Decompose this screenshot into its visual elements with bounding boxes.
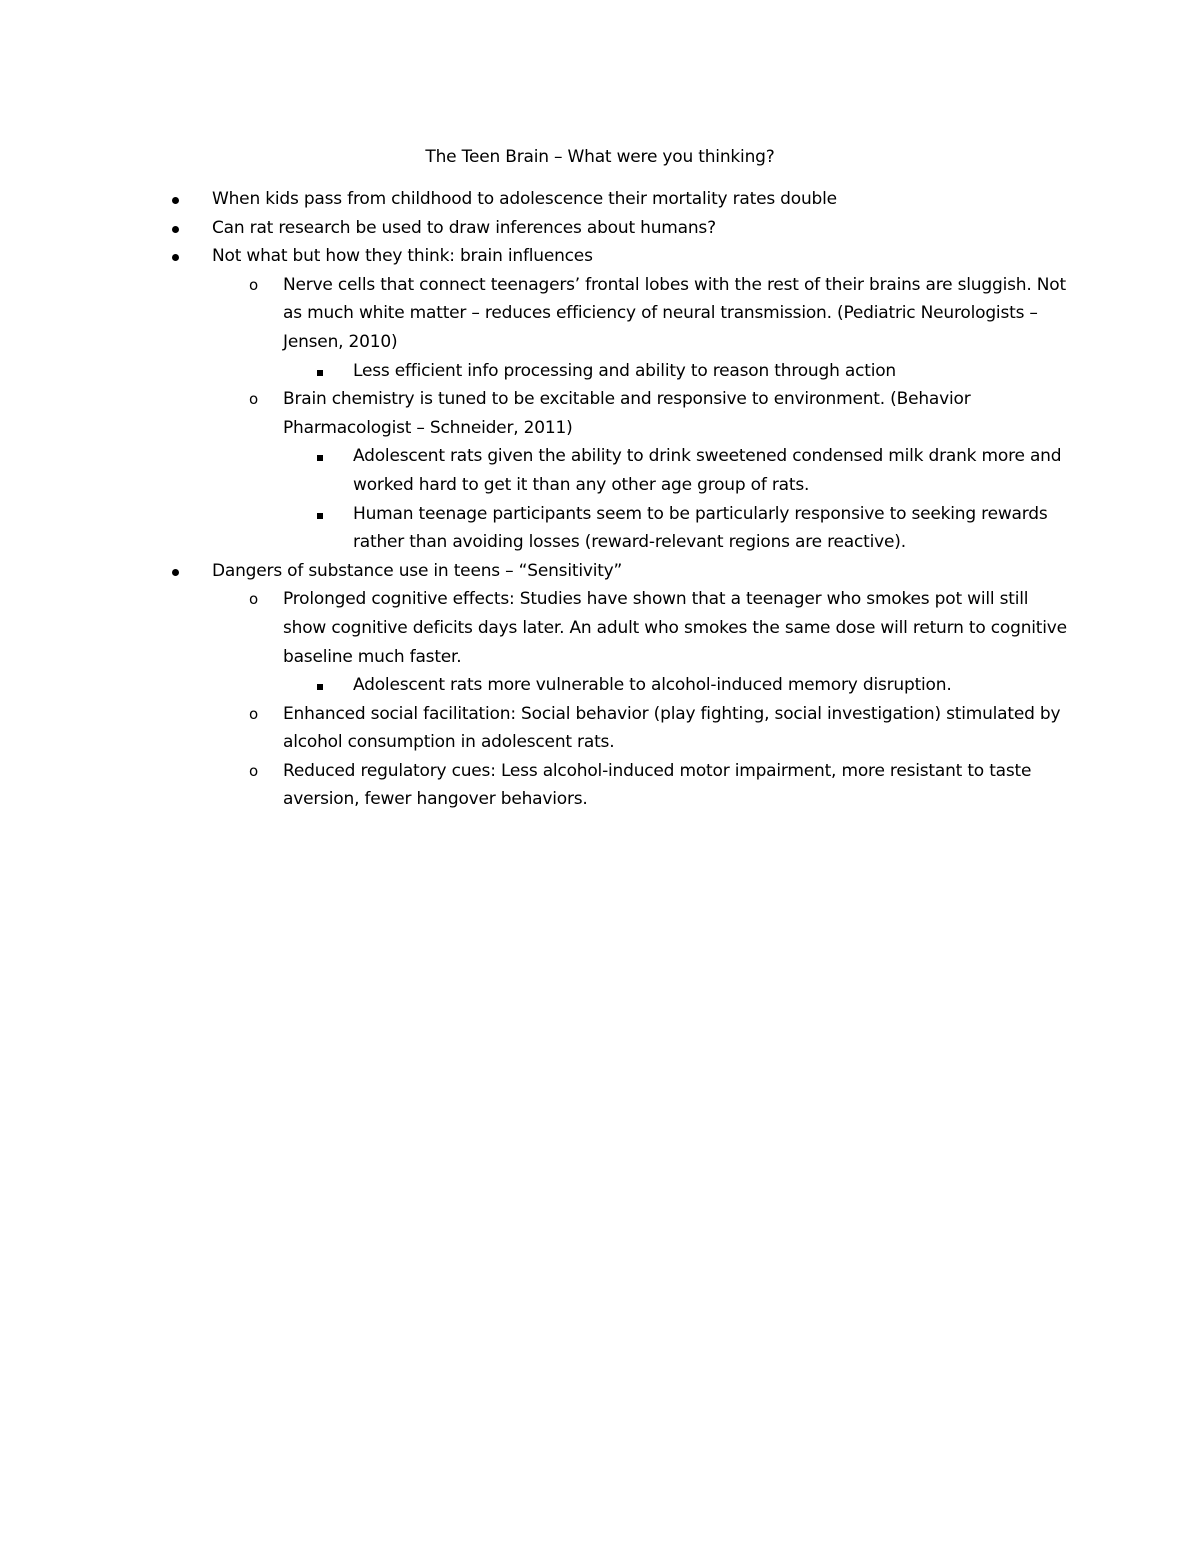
list-item-text: Brain chemistry is tuned to be excitable and responsive to environment. (Behavior Pharmacologist – Schneider, 2011) <box>283 389 971 438</box>
list-item-text: Adolescent rats given the ability to drink sweetened condensed milk drank more and worked hard to get it than any other age group of rats. <box>353 446 1062 495</box>
list-item-text: Dangers of substance use in teens – “Sensitivity” <box>212 560 623 581</box>
list-item <box>0 442 1073 499</box>
bullet-square-icon <box>317 671 323 700</box>
list-item <box>0 385 1073 442</box>
list-item-text: Can rat research be used to draw inferences about humans? <box>212 217 716 238</box>
list-item <box>0 500 1073 557</box>
list-item-text: Human teenage participants seem to be particularly responsive to seeking rewards rather than avoiding losses (reward-relevant regions are reactive). <box>353 503 1048 553</box>
list-item-text: Reduced regulatory cues: Less alcohol-induced motor impairment, more resistant to taste aversion, fewer hangover behaviors. <box>283 760 1032 810</box>
bullet-dot-icon <box>172 214 179 243</box>
bullet-circle-marker: o <box>249 590 258 609</box>
bullet-dot-icon <box>172 557 179 586</box>
bullet-list <box>0 185 1200 814</box>
list-item-text: Less efficient info processing and ability to reason through action <box>353 360 897 381</box>
list-item-text: Adolescent rats more vulnerable to alcohol-induced memory disruption. <box>353 675 952 696</box>
bullet-square-icon <box>317 357 323 386</box>
bullet-dot-icon <box>172 242 179 271</box>
list-item-text: When kids pass from childhood to adolescence their mortality rates double <box>212 189 837 209</box>
list-item-text: Nerve cells that connect teenagers’ frontal lobes with the rest of their brains are sluggish. Not as much white matter – reduces efficiency of neural transmission. (Pediatric Neurologists – Jensen, 2010) <box>283 274 1066 352</box>
bullet-circle-marker: o <box>249 275 258 294</box>
list-item <box>0 700 1073 757</box>
list-item-text: Not what but how they think: brain influences <box>212 246 593 267</box>
list-item-text: Prolonged cognitive effects: Studies have shown that a teenager who smokes pot will still show cognitive deficits days later. An adult who smokes the same dose will return to cognitive baseline much faster. <box>283 589 1067 667</box>
list-item <box>0 557 1072 586</box>
list-item <box>0 585 1073 671</box>
list-item-text: Enhanced social facilitation: Social behavior (play fighting, social investigation) stimulated by alcohol consumption in adolescent rats. <box>283 703 1061 753</box>
document-title: The Teen Brain – What were you thinking? <box>425 147 775 167</box>
list-item <box>0 271 1073 357</box>
list-item <box>0 185 1072 214</box>
list-item <box>0 757 1073 814</box>
bullet-dot-icon <box>172 185 179 214</box>
bullet-circle-marker: o <box>249 390 258 409</box>
list-item <box>0 671 1073 700</box>
bullet-circle-marker: o <box>249 761 258 780</box>
bullet-square-icon <box>317 500 323 529</box>
bullet-square-icon <box>317 442 323 471</box>
list-item <box>0 242 1072 271</box>
bullet-circle-marker: o <box>249 704 258 723</box>
list-item <box>0 214 1072 243</box>
list-item <box>0 357 1073 386</box>
